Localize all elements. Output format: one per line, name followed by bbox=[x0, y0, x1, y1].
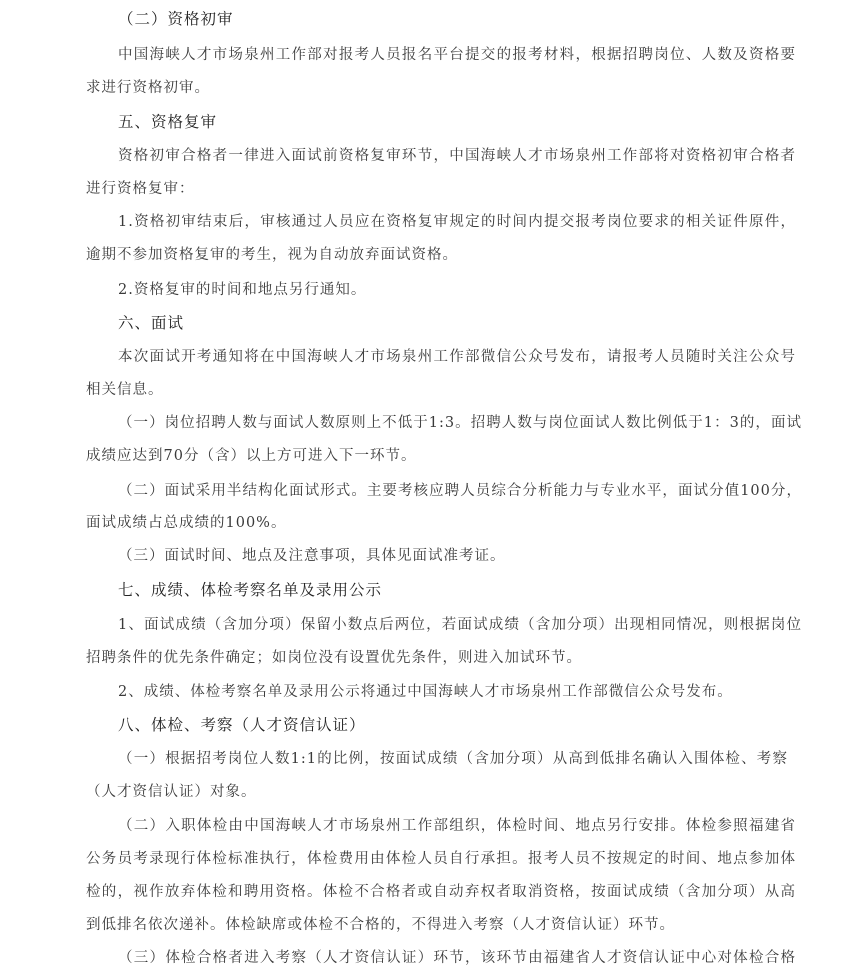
paragraph-line: 中国海峡人才市场泉州工作部对报考人员报名平台提交的报考材料，根据招聘岗位、人数及资格要 bbox=[118, 47, 796, 63]
section-heading-results-publicity: 七、成绩、体检考察名单及录用公示 bbox=[118, 581, 383, 599]
paragraph-line: 到低排名依次递补。体检缺席或体检不合格的，不得进入考察（人才资信认证）环节。 bbox=[86, 917, 675, 933]
paragraph-line: 资格初审合格者一律进入面试前资格复审环节，中国海峡人才市场泉州工作部将对资格初审合格者 bbox=[118, 148, 796, 164]
paragraph-line: （一）根据招考岗位人数1:1的比例，按面试成绩（含加分项）从高到低排名确认入围体检、考察 bbox=[118, 751, 788, 767]
section-heading-interview: 六、面试 bbox=[118, 314, 185, 332]
paragraph-line: 招聘条件的优先条件确定；如岗位没有设置优先条件，则进入加试环节。 bbox=[86, 650, 582, 666]
paragraph-line: （三）体检合格者进入考察（人才资信认证）环节，该环节由福建省人才资信认证中心对体检合格 bbox=[118, 950, 796, 966]
section-heading-qualification-initial-review: （二）资格初审 bbox=[118, 10, 234, 28]
paragraph-line: 进行资格复审： bbox=[86, 181, 195, 197]
section-heading-physical-exam: 八、体检、考察（人才资信认证） bbox=[118, 716, 366, 734]
paragraph-line: （二）入职体检由中国海峡人才市场泉州工作部组织，体检时间、地点另行安排。体检参照福建省 bbox=[118, 818, 796, 834]
section-heading-qualification-recheck: 五、资格复审 bbox=[118, 113, 218, 131]
paragraph-line: 公务员考录现行体检标准执行，体检费用由体检人员自行承担。报考人员不按规定的时间、地点参加体 bbox=[86, 851, 796, 867]
paragraph-line: 成绩应达到70分（含）以上方可进入下一环节。 bbox=[86, 448, 417, 464]
paragraph-line: （一）岗位招聘人数与面试人数原则上不低于1:3。招聘人数与岗位面试人数比例低于1：3的，面试 bbox=[118, 415, 802, 431]
paragraph-line: 检的，视作放弃体检和聘用资格。体检不合格者或自动弃权者取消资格，按面试成绩（含加分项）从高 bbox=[86, 884, 796, 900]
paragraph-line: （三）面试时间、地点及注意事项，具体见面试准考证。 bbox=[118, 548, 506, 564]
paragraph-line: 相关信息。 bbox=[86, 382, 164, 398]
paragraph-line: 逾期不参加资格复审的考生，视为自动放弃面试资格。 bbox=[86, 247, 458, 263]
paragraph-line: 面试成绩占总成绩的100%。 bbox=[86, 515, 287, 531]
paragraph-line: 2.资格复审的时间和地点另行通知。 bbox=[118, 282, 367, 298]
paragraph-line: 2、成绩、体检考察名单及录用公示将通过中国海峡人才市场泉州工作部微信公众号发布。 bbox=[118, 684, 733, 700]
paragraph-line: （人才资信认证）对象。 bbox=[86, 784, 257, 800]
paragraph-line: （二）面试采用半结构化面试形式。主要考核应聘人员综合分析能力与专业水平，面试分值100分， bbox=[118, 483, 802, 499]
paragraph-line: 1.资格初审结束后，审核通过人员应在资格复审规定的时间内提交报考岗位要求的相关证件原件， bbox=[118, 214, 796, 230]
paragraph-line: 1、面试成绩（含加分项）保留小数点后两位，若面试成绩（含加分项）出现相同情况，则根据岗位 bbox=[118, 617, 802, 633]
paragraph-line: 求进行资格初审。 bbox=[86, 80, 210, 96]
paragraph-line: 本次面试开考通知将在中国海峡人才市场泉州工作部微信公众号发布，请报考人员随时关注公众号 bbox=[118, 349, 796, 365]
